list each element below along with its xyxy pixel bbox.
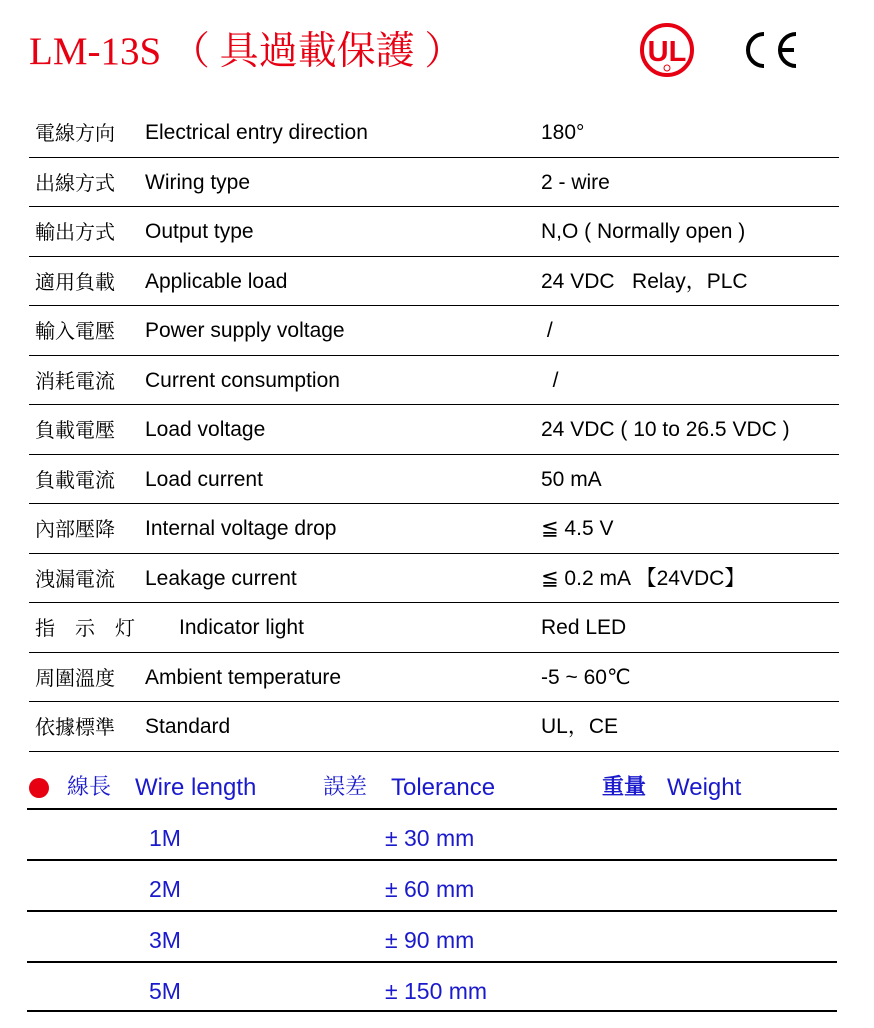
spec-row-output-type — [29, 207, 839, 257]
wire-length-value: 1M — [149, 825, 181, 851]
spec-row-power-supply-voltage — [29, 306, 839, 356]
spec-label-en: Ambient temperature — [145, 665, 342, 689]
spec-label-zh: 洩漏電流 — [35, 566, 115, 591]
table-row — [27, 808, 837, 859]
spec-row-applicable-load — [29, 257, 839, 307]
wire-length-label-zh: 線長 — [67, 775, 112, 800]
spec-value: 24 VDC ( 10 to 26.5 VDC ) — [541, 418, 790, 441]
spec-label-zh: 內部壓降 — [35, 517, 115, 541]
spec-value: 24 VDC Relay，PLC — [541, 269, 748, 293]
tolerance-value: ± 30 mm — [385, 825, 475, 851]
spec-label-en: Wiring type — [145, 170, 251, 194]
spec-row-ambient-temperature — [29, 653, 839, 703]
spec-label-zh: 輸出方式 — [35, 220, 115, 244]
wire-length-table — [27, 808, 837, 1012]
table-row — [27, 910, 837, 961]
spec-value: 50 mA — [541, 467, 602, 491]
wire-length-header — [29, 768, 839, 808]
wire-length-value: 3M — [149, 927, 181, 953]
spec-label-zh: 依據標準 — [35, 715, 115, 739]
spec-label-zh: 出線方式 — [35, 170, 115, 195]
spec-row-standard — [29, 702, 839, 752]
spec-value: / — [541, 319, 553, 342]
spec-row-internal-voltage-drop — [29, 504, 839, 554]
spec-value: Red LED — [541, 616, 627, 639]
spec-label-en: Load current — [145, 467, 263, 491]
spec-value: 180° — [541, 121, 585, 144]
ul-logo-icon — [632, 22, 702, 78]
spec-label-en: Standard — [145, 715, 231, 738]
bullet-icon — [29, 778, 49, 798]
spec-row-load-current — [29, 455, 839, 505]
spec-table — [29, 108, 839, 752]
spec-label-zh: 周圍溫度 — [35, 665, 115, 690]
spec-label-en: Power supply voltage — [145, 319, 345, 342]
weight-label-zh: 重量 — [602, 775, 647, 800]
table-row — [27, 961, 837, 1012]
spec-label-en: Electrical entry direction — [145, 121, 368, 144]
ce-mark-icon — [734, 26, 804, 74]
wire-length-value: 5M — [149, 978, 181, 1004]
spec-value: ≦ 4.5 V — [541, 517, 614, 540]
spec-row-entry-direction — [29, 108, 839, 158]
spec-row-load-voltage — [29, 405, 839, 455]
spec-row-current-consumption — [29, 356, 839, 406]
spec-label-zh: 輸入電壓 — [35, 319, 115, 343]
tolerance-value: ± 90 mm — [385, 927, 475, 953]
tolerance-label-zh: 誤差 — [323, 775, 368, 800]
spec-value: N,O ( Normally open ) — [541, 220, 746, 243]
spec-label-en: Load voltage — [145, 418, 266, 441]
spec-value: -5 ~ 60℃ — [541, 665, 631, 689]
spec-value: UL，CE — [541, 715, 619, 738]
spec-label-en: Output type — [145, 220, 254, 243]
weight-label-en: Weight — [667, 774, 742, 801]
spec-label-en: Leakage current — [145, 566, 297, 590]
wire-length-label-en: Wire length — [135, 774, 257, 801]
spec-label-zh: 指 示 灯 — [35, 616, 135, 640]
tolerance-label-en: Tolerance — [391, 774, 496, 801]
spec-label-zh: 負載電流 — [35, 467, 115, 492]
spec-label-en: Current consumption — [145, 368, 340, 392]
spec-row-indicator-light — [29, 603, 839, 653]
tolerance-value: ± 150 mm — [385, 978, 488, 1004]
spec-label-zh: 電線方向 — [35, 121, 115, 145]
tolerance-value: ± 60 mm — [385, 876, 475, 902]
spec-label-en: Applicable load — [145, 269, 288, 293]
spec-label-en: Internal voltage drop — [145, 517, 337, 540]
spec-label-zh: 消耗電流 — [35, 368, 115, 393]
svg-text:UL: UL — [647, 36, 687, 68]
spec-value: / — [541, 368, 559, 392]
spec-row-wiring-type — [29, 158, 839, 208]
spec-row-leakage-current — [29, 554, 839, 604]
spec-label-en: Indicator light — [179, 616, 304, 639]
wire-length-value: 2M — [149, 876, 181, 902]
spec-label-zh: 負載電壓 — [35, 418, 115, 442]
product-title: LM-13S （ 具過載保護 ） — [29, 30, 464, 73]
spec-value: 2 - wire — [541, 170, 610, 194]
table-row — [27, 859, 837, 910]
spec-label-zh: 適用負載 — [35, 269, 115, 294]
spec-value: ≦ 0.2 mA 【24VDC】 — [541, 566, 746, 590]
